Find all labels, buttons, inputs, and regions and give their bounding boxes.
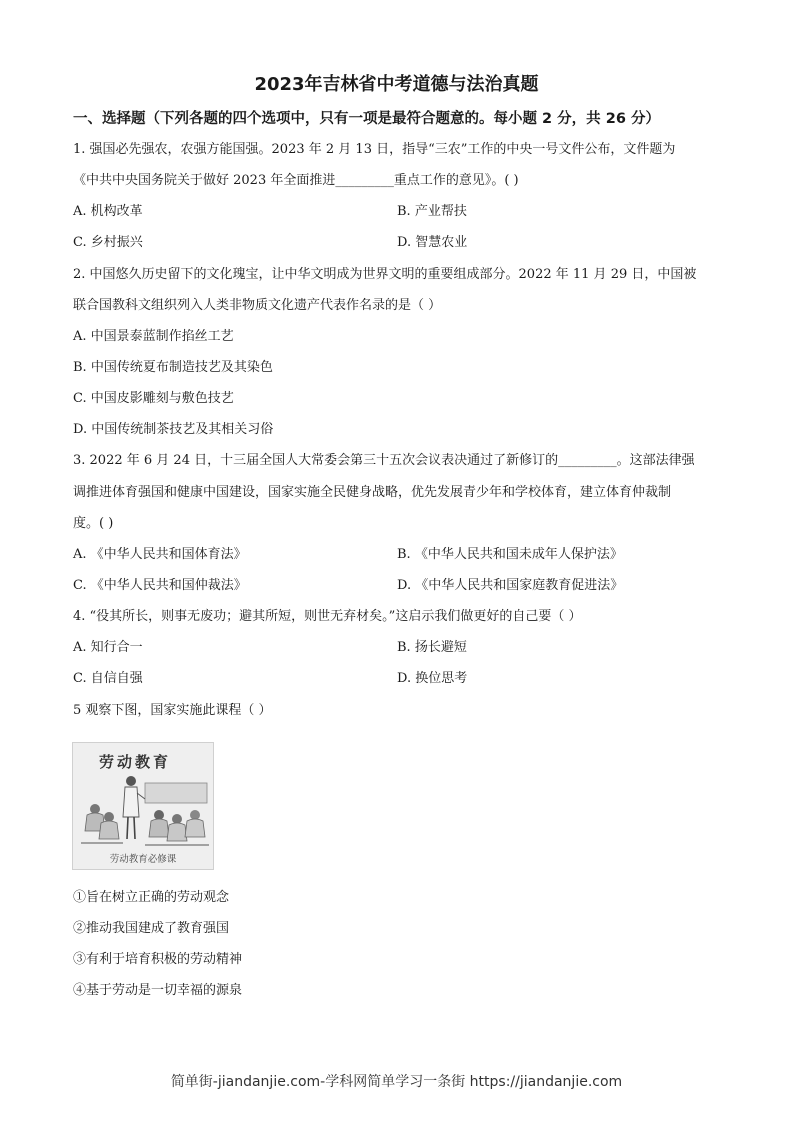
question-3-option-a: A. 《中华人民共和国体育法》 [73, 547, 247, 562]
question-3-option-b: B. 《中华人民共和国未成年人保护法》 [397, 547, 623, 562]
question-3-option-d: D. 《中华人民共和国家庭教育促进法》 [397, 578, 624, 593]
question-2-line-1: 2. 中国悠久历史留下的文化瑰宝，让中华文明成为世界文明的重要组成部分。2022 年 11 月 29 日，中国被 [73, 267, 697, 282]
figure-caption: 劳动教育必修课 [109, 854, 177, 865]
question-5-statement-3: ③有利于培育积极的劳动精神 [73, 952, 243, 967]
question-3-line-2: 调推进体育强国和健康中国建设，国家实施全民健身战略，优先发展青少年和学校体育，建立体育仲裁制 [73, 485, 672, 500]
question-1-line-1: 1. 强国必先强农，农强方能国强。2023 年 2 月 13 日，指导“三农”工作的中央一号文件公布，文件题为 [73, 142, 676, 157]
question-3-option-c: C. 《中华人民共和国仲裁法》 [73, 578, 247, 593]
question-3-line-1: 3. 2022 年 6 月 24 日，十三届全国人大常委会第三十五次会议表决通过了新修订的_________。这部法律强 [73, 453, 695, 468]
classroom-illustration [73, 769, 213, 859]
page-title: 2023年吉林省中考道德与法治真题 [254, 74, 539, 95]
page-footer: 简单街-jiandanjie.com-学科网简单学习一条街 https://jiandanjie.com [170, 1074, 623, 1090]
question-5-statement-1: ①旨在树立正确的劳动观念 [73, 890, 230, 905]
question-5-line-1: 5 观察下图，国家实施此课程（ ） [73, 703, 272, 718]
question-1-option-a: A. 机构改革 [73, 204, 143, 219]
question-2-line-2: 联合国教科文组织列入人类非物质文化遗产代表作名录的是（ ） [73, 298, 442, 313]
question-1-option-d: D. 智慧农业 [397, 235, 468, 250]
question-4-line-1: 4. “役其所长，则事无废功；避其所短，则世无弃材矣。”这启示我们做更好的自己要（ ） [73, 609, 582, 624]
question-2-option-a: A. 中国景泰蓝制作掐丝工艺 [73, 329, 234, 344]
question-5-statement-4: ④基于劳动是一切幸福的源泉 [73, 983, 243, 998]
question-2-option-c: C. 中国皮影雕刻与敷色技艺 [73, 391, 234, 406]
question-4-option-c: C. 自信自强 [73, 671, 143, 686]
question-4-option-a: A. 知行合一 [73, 640, 143, 655]
figure-title: 劳动教育 [99, 753, 172, 771]
question-4-option-d: D. 换位思考 [397, 671, 468, 686]
question-1-option-c: C. 乡村振兴 [73, 235, 143, 250]
question-3-line-3: 度。( ) [73, 516, 114, 531]
question-4-option-b: B. 扬长避短 [397, 640, 467, 655]
labor-education-figure [72, 742, 214, 870]
question-1-line-2: 《中共中央国务院关于做好 2023 年全面推进_________重点工作的意见》。( ) [73, 173, 519, 188]
question-1-option-b: B. 产业帮扶 [397, 204, 467, 219]
question-5-statement-2: ②推动我国建成了教育强国 [73, 921, 230, 936]
question-2-option-b: B. 中国传统夏布制造技艺及其染色 [73, 360, 273, 375]
section-heading: 一、选择题（下列各题的四个选项中，只有一项是最符合题意的。每小题 2 分，共 26 分） [73, 111, 660, 127]
question-2-option-d: D. 中国传统制茶技艺及其相关习俗 [73, 422, 274, 437]
